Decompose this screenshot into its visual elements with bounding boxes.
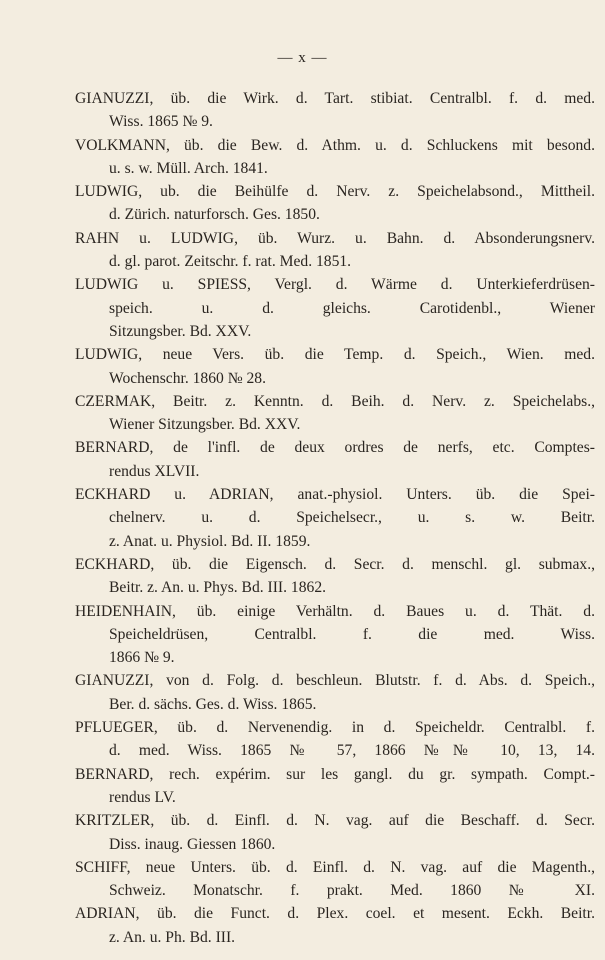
- entry-line: Ber. d. sächs. Ges. d. Wiss. 1865.: [109, 695, 317, 713]
- entry-line: rendus XLVII.: [109, 462, 200, 480]
- bibliography-entry: [75, 134, 595, 181]
- entry-line: HEIDENHAIN, üb. einige Verhältn. d. Baues u. d. Thät. d.: [75, 602, 595, 620]
- bibliography-entry: [75, 669, 595, 716]
- bibliography-entry: [75, 227, 595, 274]
- entry-line: d. gl. parot. Zeitschr. f. rat. Med. 1851.: [109, 253, 352, 271]
- bibliography-entry: [75, 856, 595, 903]
- bibliography-entry: [75, 180, 595, 227]
- entry-line: Wiener Sitzungsber. Bd. XXV.: [109, 416, 301, 434]
- bibliography-entry: [75, 273, 595, 343]
- entry-line: d. Zürich. naturforsch. Ges. 1850.: [109, 206, 320, 224]
- entry-line: GIANUZZI, von d. Folg. d. beschleun. Blutstr. f. d. Abs. d. Speich.,: [75, 672, 595, 690]
- entry-line: VOLKMANN, üb. die Bew. d. Athm. u. d. Schluckens mit besond.: [75, 136, 595, 154]
- entry-line: SCHIFF, neue Unters. üb. d. Einfl. d. N. vag. auf die Magenth.,: [75, 858, 595, 876]
- entry-line: z. An. u. Ph. Bd. III.: [109, 928, 236, 946]
- bibliography-entry: [75, 436, 595, 483]
- entry-line: Wochenschr. 1860 № 28.: [109, 369, 266, 387]
- entry-line: 1866 № 9.: [109, 649, 175, 667]
- entry-line: LUDWIG, ub. die Beihülfe d. Nerv. z. Speichelabsond., Mittheil.: [75, 183, 595, 201]
- entry-line: CZERMAK, Beitr. z. Kenntn. d. Beih. d. Nerv. z. Speichelabs.,: [75, 392, 595, 410]
- entry-line: GIANUZZI, üb. die Wirk. d. Tart. stibiat. Centralbl. f. d. med.: [75, 90, 595, 107]
- entry-line: KRITZLER, üb. d. Einfl. d. N. vag. auf die Beschaff. d. Secr.: [75, 812, 595, 830]
- bibliography-entry: [75, 716, 595, 763]
- entry-line: Wiss. 1865 № 9.: [109, 113, 213, 131]
- entry-line: LUDWIG, neue Vers. üb. die Temp. d. Speich., Wien. med.: [75, 346, 595, 364]
- entry-line: ECKHARD, üb. die Eigensch. d. Secr. d. menschl. gl. submax.,: [75, 555, 595, 573]
- page-number: — x —: [277, 50, 328, 66]
- entry-line: RAHN u. LUDWIG, üb. Wurz. u. Bahn. d. Absonderungsnerv.: [75, 229, 595, 247]
- entry-line: Sitzungsber. Bd. XXV.: [109, 322, 252, 340]
- bibliography-entry: [75, 553, 595, 600]
- bibliography-entry: [75, 390, 595, 437]
- entry-line: Schweiz. Monatschr. f. prakt. Med. 1860 № XI.: [109, 882, 595, 900]
- entry-line: Speicheldrüsen, Centralbl. f. die med. Wiss.: [109, 625, 595, 643]
- entry-line: Beitr. z. An. u. Phys. Bd. III. 1862.: [109, 579, 327, 597]
- bibliography-entry: [75, 902, 595, 949]
- entry-line: chelnerv. u. d. Speichelsecr., u. s. w. Beitr.: [109, 509, 595, 527]
- entry-line: BERNARD, de l'infl. de deux ordres de nerfs, etc. Comptes-: [75, 439, 595, 457]
- entry-line: u. s. w. Müll. Arch. 1841.: [109, 159, 268, 177]
- bibliography-entry: [75, 343, 595, 390]
- entry-line: ECKHARD u. ADRIAN, anat.-physiol. Unters. üb. die Spei-: [75, 486, 595, 504]
- bibliography-entry: [75, 763, 595, 810]
- entry-line: rendus LV.: [109, 788, 176, 806]
- bibliography-entry: [75, 600, 595, 670]
- bibliography-list: [75, 87, 595, 949]
- entry-line: BERNARD, rech. expérim. sur les gangl. du gr. sympath. Compt.-: [75, 765, 595, 783]
- bibliography-entry: [75, 809, 595, 856]
- entry-line: PFLUEGER, üb. d. Nervenendig. in d. Speicheldr. Centralbl. f.: [75, 719, 595, 737]
- entry-line: Diss. inaug. Giessen 1860.: [109, 835, 276, 853]
- entry-line: ADRIAN, üb. die Funct. d. Plex. coel. et mesent. Eckh. Beitr.: [75, 905, 595, 923]
- entry-line: d. med. Wiss. 1865 № 57, 1866 №№ 10, 13, 14.: [109, 742, 595, 760]
- bibliography-entry: [75, 483, 595, 553]
- bibliography-entry: [75, 87, 595, 134]
- entry-line: z. Anat. u. Physiol. Bd. II. 1859.: [109, 532, 311, 550]
- entry-line: speich. u. d. gleichs. Carotidenbl., Wiener: [109, 299, 595, 317]
- entry-line: LUDWIG u. SPIESS, Vergl. d. Wärme d. Unterkieferdrüsen-: [75, 276, 595, 294]
